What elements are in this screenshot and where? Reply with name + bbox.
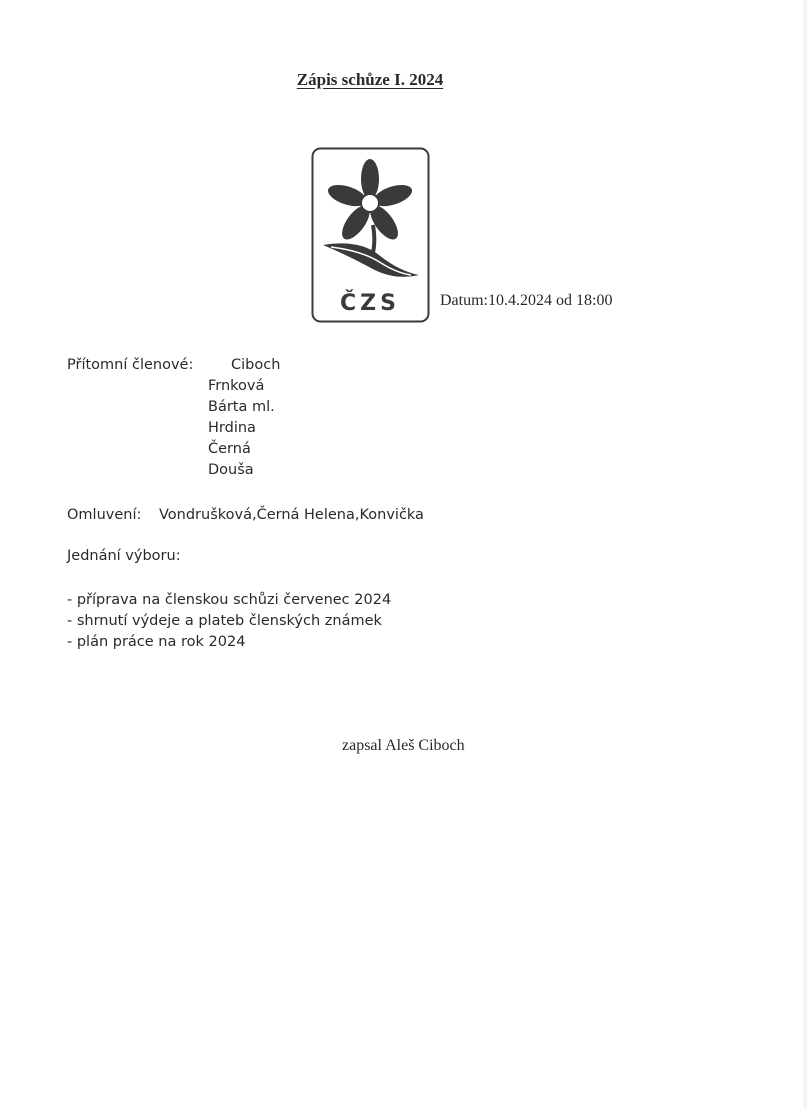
member-name: Frnková — [208, 378, 265, 394]
agenda-list — [67, 590, 391, 653]
logo-text: ČZS — [340, 291, 400, 316]
member-name: Hrdina — [208, 420, 256, 436]
member-name: Douša — [208, 462, 254, 478]
member-name: Černá — [208, 441, 251, 457]
members-label: Přítomní členové: — [67, 357, 194, 373]
member-name: Bárta ml. — [208, 399, 275, 415]
czs-logo — [311, 147, 430, 323]
excused-names: Vondrušková,Černá Helena,Konvička — [159, 507, 424, 523]
signature-line: zapsal Aleš Ciboch — [342, 737, 465, 754]
agenda-item: - shrnutí výdeje a plateb členských známek — [67, 613, 382, 629]
page-edge-shadow — [801, 0, 807, 1109]
agenda-item: - plán práce na rok 2024 — [67, 634, 246, 650]
agenda-label: Jednání výboru: — [67, 548, 181, 564]
agenda-item: - příprava na členskou schůzi červenec 2024 — [67, 592, 392, 608]
flower-icon — [311, 147, 430, 323]
excused-label: Omluvení: — [67, 507, 142, 523]
document-title: Zápis schůze I. 2024 — [296, 70, 444, 89]
meeting-date: Datum:10.4.2024 od 18:00 — [440, 292, 613, 309]
member-name: Ciboch — [231, 357, 281, 373]
